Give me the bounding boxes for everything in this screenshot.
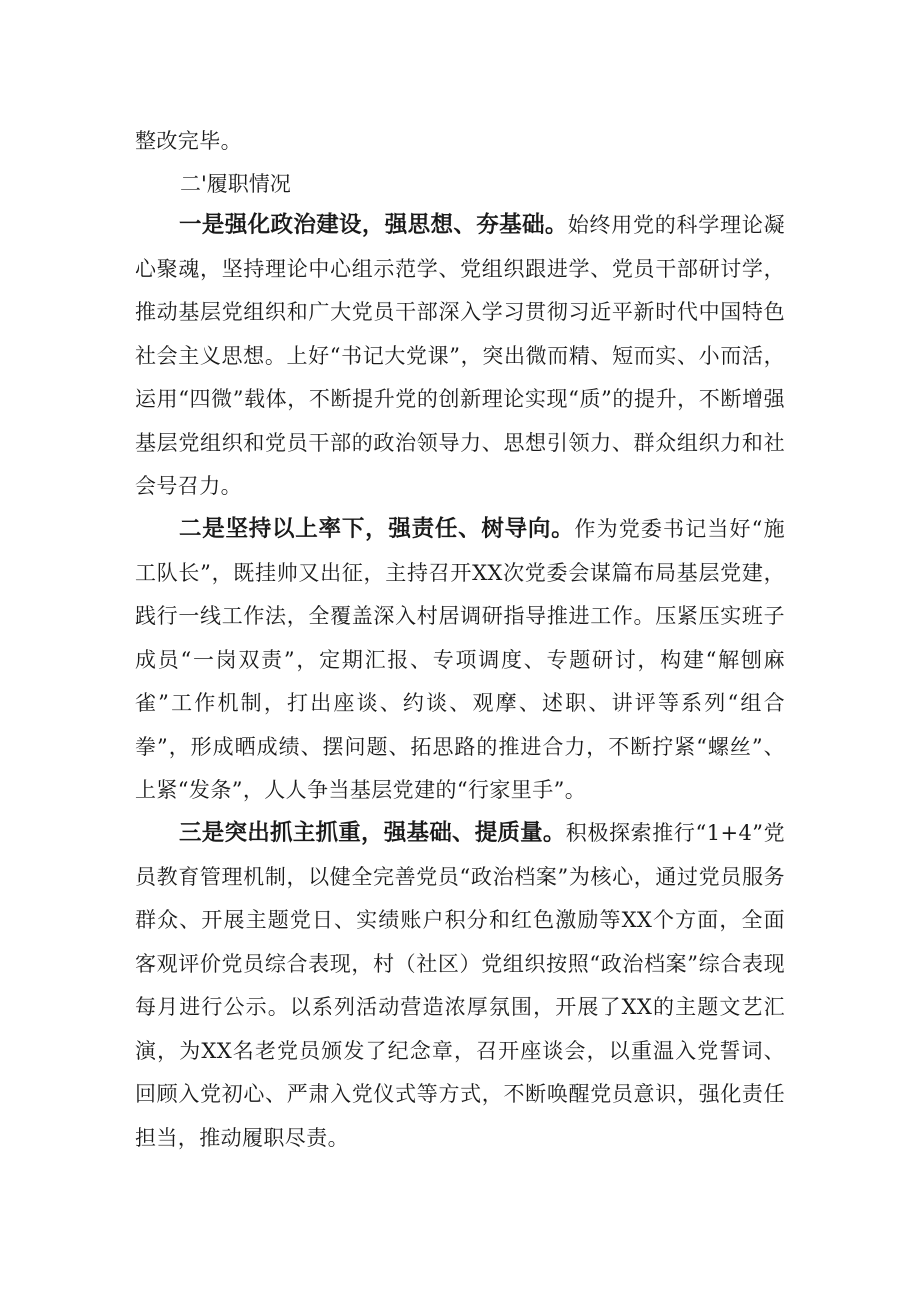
paragraph-2	[135, 508, 785, 813]
paragraph-3-body: 积极探索推行“1+4”党员教育管理机制，以健全完善党员“政治档案”为核心，通过党员服务群众、开展主题党日、实绩账户积分和红色激励等XX个方面，全面客观评价党员综合表现，村（社区）党组织按照“政治档案”综合表现每月进行公示。以系列活动营造浓厚氛围，开展了XX的主题文艺汇演，为XX名老党员颁发了纪念章，召开座谈会，以重温入党誓词、回顾入党初心、严肃入党仪式等方式，不断唤醒党员意识，强化责任担当，推动履职尽责。	[135, 821, 785, 1150]
paragraph-1-lead: 一是强化政治建设，强思想、夯基础。	[179, 212, 568, 238]
paragraph-1-body: 始终用党的科学理论凝心聚魂，坚持理论中心组示范学、党组织跟进学、党员干部研讨学，推动基层党组织和广大党员干部深入学习贯彻习近平新时代中国特色社会主义思想。上好“书记大党课”，突出微而精、短而实、小而活，运用“四微”载体，不断提升党的创新理论实现“质”的提升，不断增强基层党组织和党员干部的政治领导力、思想引领力、群众组织力和社会号召力。	[135, 213, 785, 498]
paragraph-3-lead: 三是突出抓主抓重，强基础、提质量。	[179, 820, 566, 846]
section-heading: 二'履职情况	[180, 172, 291, 196]
carryover-text: 整改完毕。	[135, 129, 242, 153]
paragraph-2-body: 作为党委书记当好“施工队长”，既挂帅又出征，主持召开XX次党委会谋篇布局基层党建，践行一线工作法，全覆盖深入村居调研指导推进工作。压紧压实班子成员“一岗双责”，定期汇报、专项调度、专题研讨，构建“解刨麻雀”工作机制，打出座谈、约谈、观摩、述职、讲评等系列“组合拳”，形成晒成绩、摆问题、拓思路的推进合力，不断拧紧“螺丝”、上紧“发条”，人人争当基层党建的“行家里手”。	[135, 517, 785, 802]
paragraph-3	[135, 812, 785, 1160]
paragraph-1	[135, 204, 785, 509]
paragraph-2-lead: 二是坚持以上率下，强责任、树导向。	[179, 516, 575, 542]
